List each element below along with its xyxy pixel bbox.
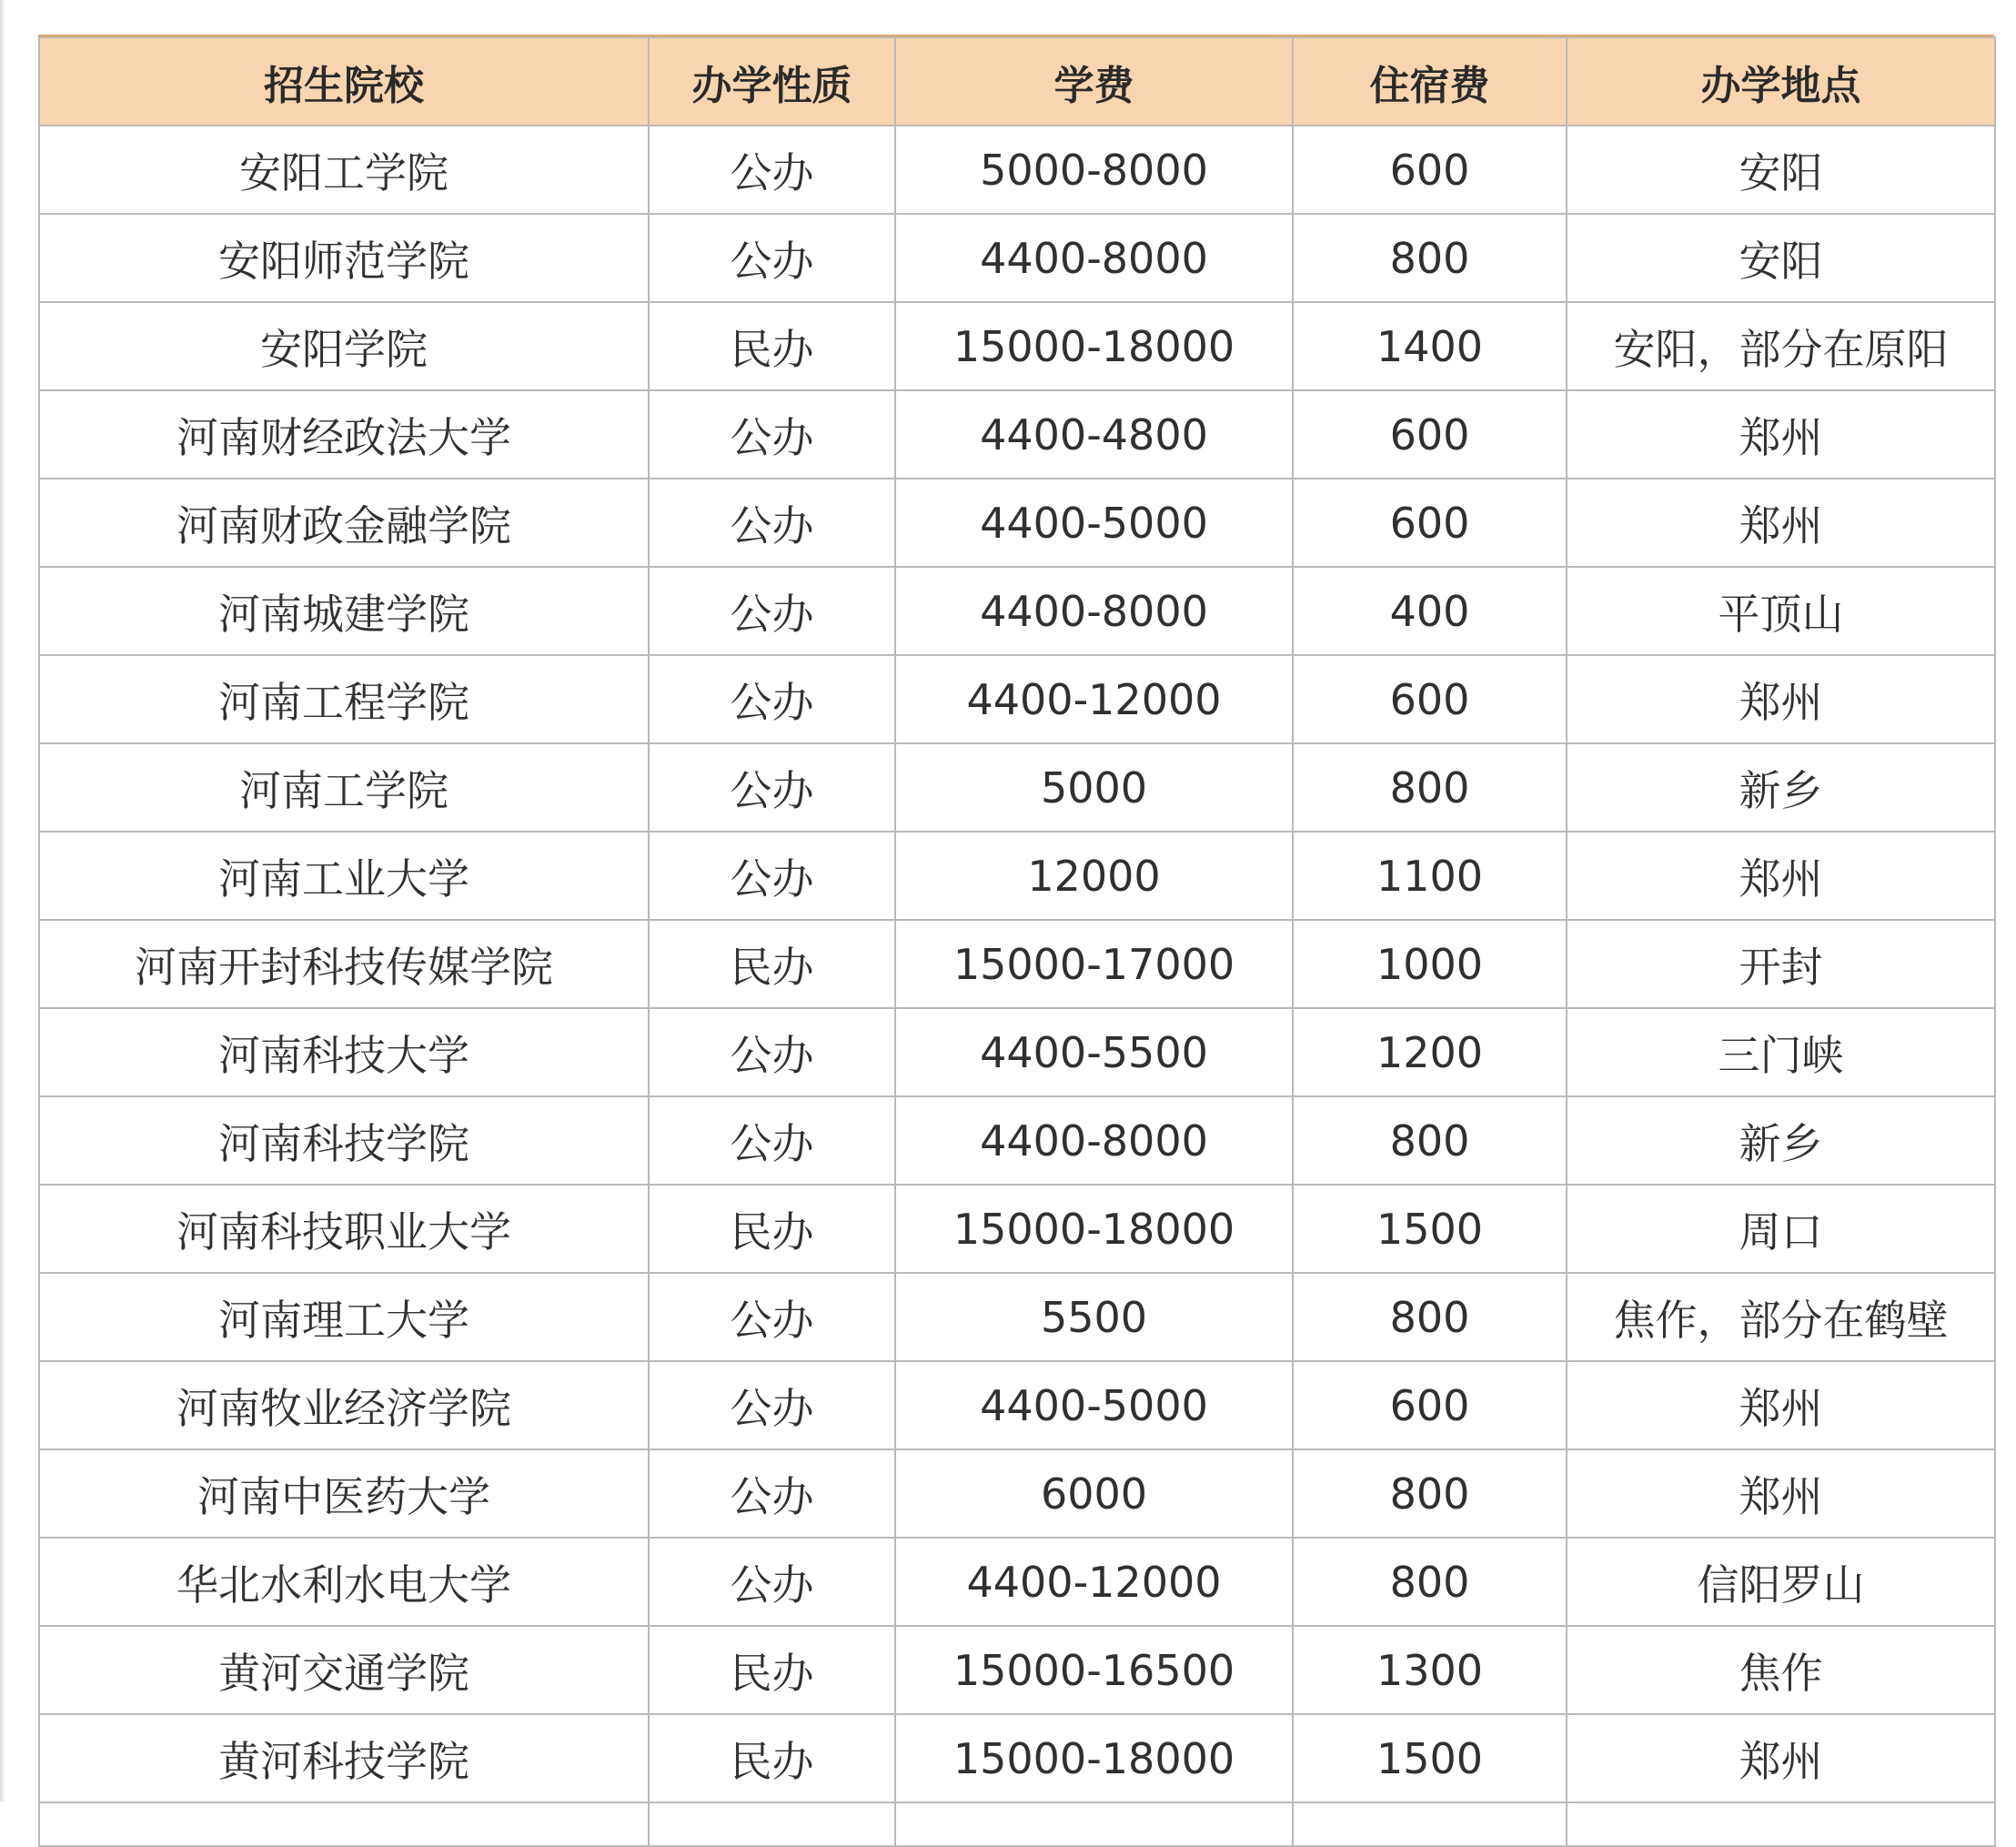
cell-location: 郑州 <box>1567 1449 1995 1538</box>
cell-school: 河南科技学院 <box>39 1096 649 1185</box>
cell-housing: 600 <box>1293 479 1567 567</box>
cell-school: 河南财经政法大学 <box>39 390 649 479</box>
cell-type: 民办 <box>649 302 895 390</box>
cell-school: 河南科技职业大学 <box>39 1185 649 1273</box>
cell-location: 郑州 <box>1567 1714 1995 1802</box>
cell-type: 公办 <box>649 1538 895 1626</box>
table-row <box>39 1185 1995 1273</box>
table-row <box>39 1273 1995 1361</box>
cell-housing: 600 <box>1293 1361 1567 1449</box>
cell-housing: 800 <box>1293 1273 1567 1361</box>
header-location: 办学地点 <box>1567 37 1995 126</box>
cell-housing: 1000 <box>1293 920 1567 1008</box>
table-row <box>39 1008 1995 1096</box>
table-row <box>39 1361 1995 1449</box>
page-edge-shadow <box>0 0 5 1802</box>
cell-school: 河南城建学院 <box>39 567 649 655</box>
table-row <box>39 567 1995 655</box>
cell-type: 公办 <box>649 1008 895 1096</box>
cell-school: 安阳师范学院 <box>39 214 649 302</box>
table-row <box>39 1714 1995 1802</box>
cell-school: 河南牧业经济学院 <box>39 1361 649 1449</box>
table-row <box>39 126 1995 214</box>
cell-housing: 800 <box>1293 1096 1567 1185</box>
cell-school: 安阳学院 <box>39 302 649 390</box>
cell-school: 黄河交通学院 <box>39 1626 649 1714</box>
cell-tuition: 4400-8000 <box>895 1096 1293 1185</box>
cell-empty <box>1293 1802 1567 1846</box>
cell-location: 开封 <box>1567 920 1995 1008</box>
cell-empty <box>39 1802 649 1846</box>
cell-housing: 600 <box>1293 655 1567 743</box>
cell-location: 郑州 <box>1567 390 1995 479</box>
cell-housing: 1500 <box>1293 1185 1567 1273</box>
cell-type: 民办 <box>649 1626 895 1714</box>
table-row <box>39 1538 1995 1626</box>
cell-type: 公办 <box>649 126 895 214</box>
cell-location: 平顶山 <box>1567 567 1995 655</box>
cell-location: 安阳，部分在原阳 <box>1567 302 1995 390</box>
table-row <box>39 1626 1995 1714</box>
fee-table <box>38 36 1996 1847</box>
cell-location: 安阳 <box>1567 126 1995 214</box>
cell-school: 河南科技大学 <box>39 1008 649 1096</box>
cell-type: 公办 <box>649 390 895 479</box>
cell-tuition: 4400-5000 <box>895 479 1293 567</box>
cell-tuition: 5000 <box>895 743 1293 832</box>
cell-tuition: 4400-8000 <box>895 567 1293 655</box>
table-row <box>39 655 1995 743</box>
cell-location: 郑州 <box>1567 832 1995 920</box>
cell-tuition: 15000-18000 <box>895 302 1293 390</box>
table-row <box>39 743 1995 832</box>
cell-location: 信阳罗山 <box>1567 1538 1995 1626</box>
cell-type: 公办 <box>649 1273 895 1361</box>
cell-housing: 400 <box>1293 567 1567 655</box>
cell-tuition: 5000-8000 <box>895 126 1293 214</box>
cell-type: 公办 <box>649 743 895 832</box>
cell-type: 民办 <box>649 920 895 1008</box>
cell-tuition: 4400-12000 <box>895 1538 1293 1626</box>
table-row <box>39 920 1995 1008</box>
cell-housing: 800 <box>1293 743 1567 832</box>
cell-type: 公办 <box>649 567 895 655</box>
cell-location: 新乡 <box>1567 1096 1995 1185</box>
cell-housing: 1500 <box>1293 1714 1567 1802</box>
header-housing: 住宿费 <box>1293 37 1567 126</box>
cell-location: 郑州 <box>1567 479 1995 567</box>
cell-type: 公办 <box>649 214 895 302</box>
header-school: 招生院校 <box>39 37 649 126</box>
cell-housing: 600 <box>1293 126 1567 214</box>
cell-housing: 1100 <box>1293 832 1567 920</box>
header-tuition: 学费 <box>895 37 1293 126</box>
table-row <box>39 214 1995 302</box>
cell-school: 安阳工学院 <box>39 126 649 214</box>
cell-location: 三门峡 <box>1567 1008 1995 1096</box>
cell-tuition: 4400-8000 <box>895 214 1293 302</box>
cell-housing: 800 <box>1293 214 1567 302</box>
table-row <box>39 302 1995 390</box>
cell-school: 华北水利水电大学 <box>39 1538 649 1626</box>
cell-tuition: 4400-5500 <box>895 1008 1293 1096</box>
cell-empty <box>649 1802 895 1846</box>
cell-school: 河南财政金融学院 <box>39 479 649 567</box>
cell-tuition: 6000 <box>895 1449 1293 1538</box>
cell-type: 公办 <box>649 1449 895 1538</box>
table-row <box>39 1449 1995 1538</box>
header-row <box>39 37 1995 126</box>
cell-housing: 800 <box>1293 1538 1567 1626</box>
cell-school: 河南工业大学 <box>39 832 649 920</box>
cell-type: 公办 <box>649 479 895 567</box>
table-row <box>39 479 1995 567</box>
cell-tuition: 12000 <box>895 832 1293 920</box>
cell-housing: 800 <box>1293 1449 1567 1538</box>
table-row <box>39 832 1995 920</box>
cell-location: 焦作，部分在鹤壁 <box>1567 1273 1995 1361</box>
cell-tuition: 15000-18000 <box>895 1714 1293 1802</box>
fee-table-container <box>38 36 1994 1847</box>
cell-tuition: 5500 <box>895 1273 1293 1361</box>
cell-school: 河南中医药大学 <box>39 1449 649 1538</box>
cell-tuition: 15000-17000 <box>895 920 1293 1008</box>
cell-location: 焦作 <box>1567 1626 1995 1714</box>
cell-housing: 1400 <box>1293 302 1567 390</box>
cell-housing: 600 <box>1293 390 1567 479</box>
cell-housing: 1200 <box>1293 1008 1567 1096</box>
cell-school: 河南理工大学 <box>39 1273 649 1361</box>
table-header <box>39 37 1995 126</box>
cell-school: 河南开封科技传媒学院 <box>39 920 649 1008</box>
cell-type: 民办 <box>649 1185 895 1273</box>
cell-school: 黄河科技学院 <box>39 1714 649 1802</box>
header-type: 办学性质 <box>649 37 895 126</box>
cell-location: 新乡 <box>1567 743 1995 832</box>
cell-tuition: 4400-4800 <box>895 390 1293 479</box>
cell-type: 公办 <box>649 1096 895 1185</box>
cell-location: 安阳 <box>1567 214 1995 302</box>
cell-empty <box>1567 1802 1995 1846</box>
cell-school: 河南工学院 <box>39 743 649 832</box>
table-row <box>39 1096 1995 1185</box>
cell-tuition: 4400-12000 <box>895 655 1293 743</box>
cell-tuition: 15000-16500 <box>895 1626 1293 1714</box>
cell-tuition: 15000-18000 <box>895 1185 1293 1273</box>
cell-location: 郑州 <box>1567 655 1995 743</box>
cell-location: 郑州 <box>1567 1361 1995 1449</box>
table-row-cutoff <box>39 1802 1995 1846</box>
table-row <box>39 390 1995 479</box>
cell-school: 河南工程学院 <box>39 655 649 743</box>
cell-type: 公办 <box>649 1361 895 1449</box>
cell-type: 民办 <box>649 1714 895 1802</box>
table-body <box>39 126 1995 1846</box>
cell-type: 公办 <box>649 655 895 743</box>
cell-housing: 1300 <box>1293 1626 1567 1714</box>
cell-empty <box>895 1802 1293 1846</box>
cell-tuition: 4400-5000 <box>895 1361 1293 1449</box>
cell-type: 公办 <box>649 832 895 920</box>
cell-location: 周口 <box>1567 1185 1995 1273</box>
